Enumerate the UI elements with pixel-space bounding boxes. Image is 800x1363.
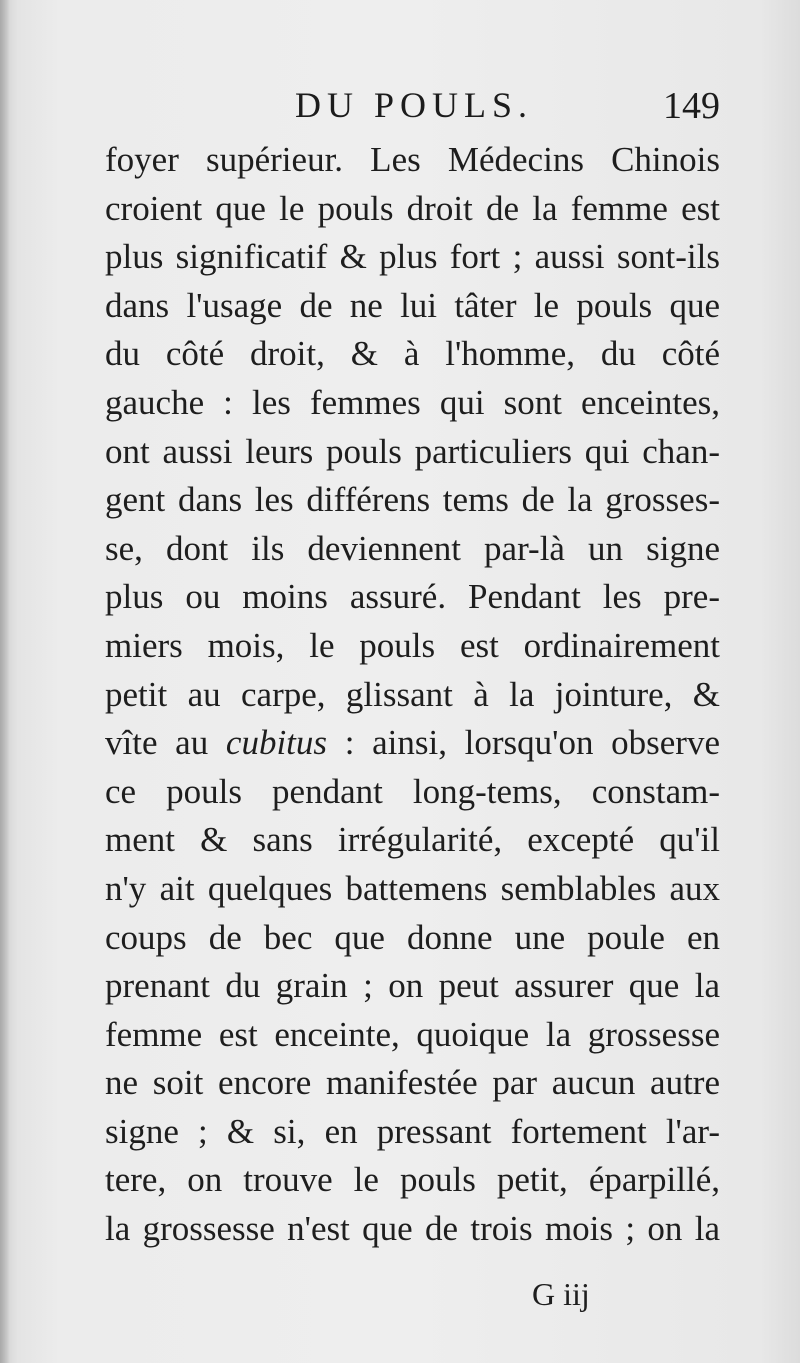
- text-line: dans l'usage de ne lui tâter le pouls que: [105, 285, 720, 325]
- text-line: gauche : les femmes qui sont enceintes,: [105, 382, 720, 422]
- text-line: femme est enceinte, quoique la grossesse: [105, 1014, 720, 1054]
- text-line: ont aussi leurs pouls particuliers qui chan-: [105, 431, 720, 471]
- text-line: croient que le pouls droit de la femme est: [105, 188, 720, 228]
- text-line: coups de bec que donne une poule en: [105, 917, 720, 957]
- text-line: n'y ait quelques battemens semblables aux: [105, 868, 720, 908]
- text-line: se, dont ils deviennent par-là un signe: [105, 528, 720, 568]
- text-line: signe ; & si, en pressant fortement l'ar-: [105, 1111, 720, 1151]
- text-line: foyer supérieur. Les Médecins Chinois: [105, 140, 720, 179]
- text-line: la grossesse n'est que de trois mois ; on la: [105, 1209, 720, 1249]
- text-line: prenant du grain ; on peut assurer que la: [105, 966, 720, 1006]
- text-line: vîte au cubitus : ainsi, lorsqu'on observe: [105, 723, 720, 763]
- text-line: gent dans les différens tems de la grosses-: [105, 480, 720, 520]
- text-line: plus ou moins assuré. Pendant les pre-: [105, 577, 720, 617]
- text-line: ne soit encore manifestée par aucun autre: [105, 1063, 720, 1103]
- text-line: ce pouls pendant long-tems, constam-: [105, 771, 720, 811]
- body-text: [105, 136, 720, 1254]
- text-line: tere, on trouve le pouls petit, éparpillé,: [105, 1160, 720, 1200]
- text-line: miers mois, le pouls est ordinairement: [105, 625, 720, 665]
- text-line: petit au carpe, glissant à la jointure, &: [105, 674, 720, 714]
- text-line: du côté droit, & à l'homme, du côté: [105, 334, 720, 374]
- page-number: 149: [663, 85, 720, 127]
- signature-mark: G iij: [532, 1276, 590, 1312]
- text-line: plus significatif & plus fort ; aussi sont-ils: [105, 237, 720, 277]
- running-title: DU POULS.: [295, 85, 534, 125]
- running-head: [105, 84, 720, 134]
- text-line: ment & sans irrégularité, excepté qu'il: [105, 820, 720, 860]
